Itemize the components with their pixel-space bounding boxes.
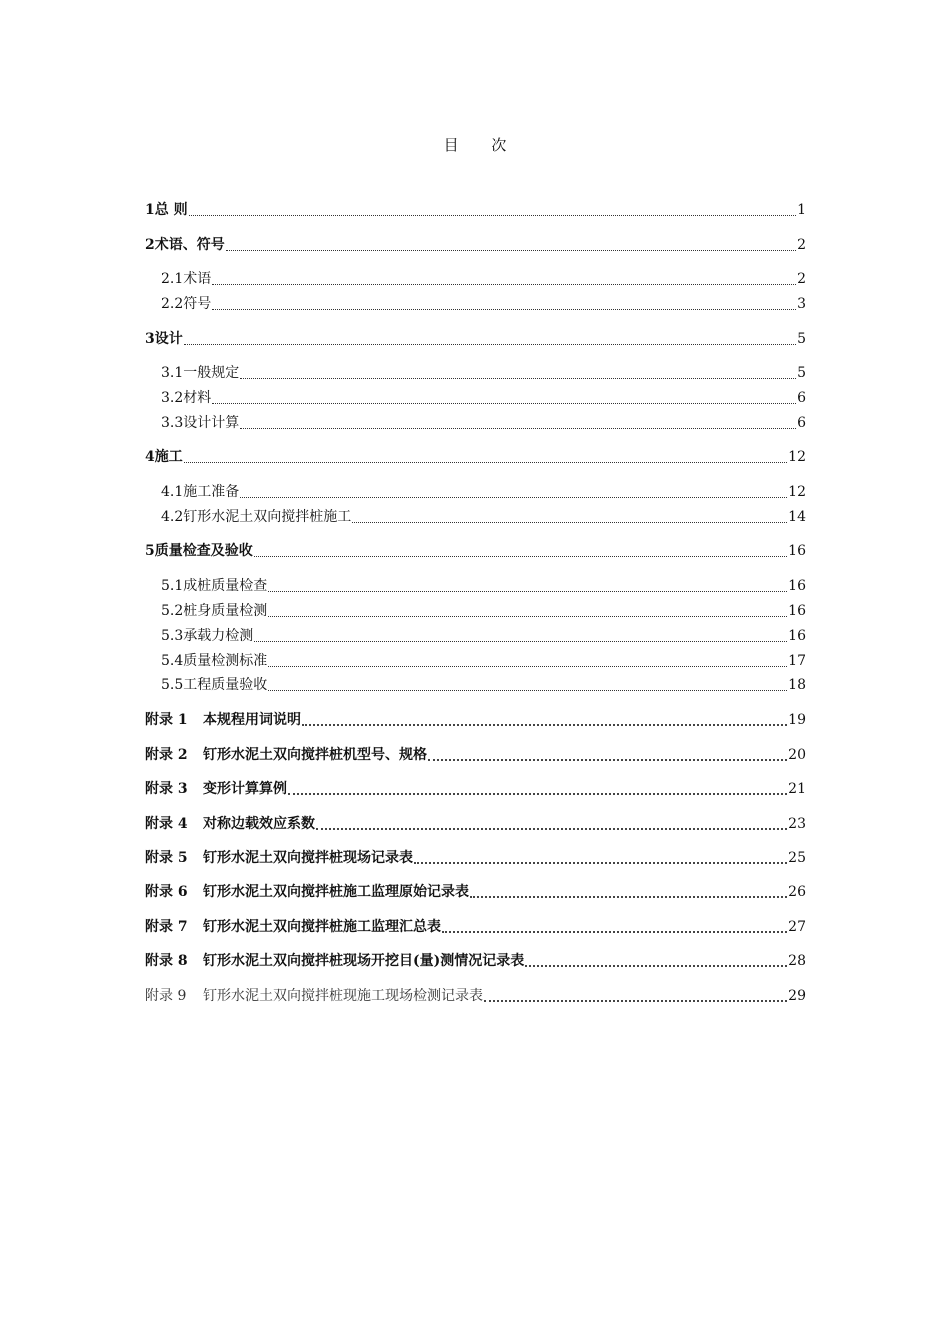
toc-section-entry[interactable] — [161, 292, 806, 314]
toc-dot-leader — [240, 495, 787, 498]
toc-entry-number: 4 — [145, 449, 155, 465]
toc-dot-leader — [240, 426, 796, 429]
toc-appendix-entry[interactable] — [145, 708, 806, 730]
toc-chapter-entry[interactable] — [145, 198, 806, 220]
toc-appendix-number: 附录 3 — [145, 781, 188, 797]
toc-entry-label: 总 则 — [154, 202, 188, 218]
toc-entry-page: 1 — [797, 202, 806, 218]
toc-appendix-number: 附录 6 — [145, 884, 188, 900]
toc-appendix-entry[interactable] — [145, 915, 806, 937]
toc-appendix-number: 附录 7 — [145, 919, 188, 935]
toc-dot-leader — [268, 664, 787, 667]
toc-entry-label: 符号 — [183, 296, 212, 312]
toc-appendix-number: 附录 2 — [145, 747, 188, 763]
toc-chapter-entry[interactable] — [145, 539, 806, 561]
toc-section-entry[interactable] — [161, 386, 806, 408]
toc-appendix-page: 28 — [788, 953, 806, 969]
toc-dot-leader — [184, 342, 796, 345]
toc-dot-leader — [484, 998, 787, 1002]
toc-appendix-label: 钉形水泥土双向搅拌桩现场开挖目(量)测情况记录表 — [203, 953, 525, 969]
toc-entry-number: 2.1 — [161, 271, 184, 287]
page-title: 目 次 — [443, 136, 521, 154]
toc-appendix-number: 附录 5 — [145, 850, 188, 866]
toc-dot-leader — [316, 826, 787, 830]
toc-entry-label: 钉形水泥土双向搅拌桩施工 — [183, 509, 352, 525]
toc-entry-number: 3.3 — [161, 415, 184, 431]
toc-appendix-label: 钉形水泥土双向搅拌桩机型号、规格 — [203, 747, 427, 763]
toc-chapter-entry[interactable] — [145, 445, 806, 467]
toc-entry-label: 工程质量验收 — [183, 677, 268, 693]
toc-chapter-entry[interactable] — [145, 327, 806, 349]
toc-appendix-page: 20 — [788, 747, 806, 763]
toc-dot-leader — [212, 401, 796, 404]
toc-appendix-number: 附录 1 — [145, 712, 188, 728]
toc-dot-leader — [414, 860, 787, 864]
toc-dot-leader — [189, 213, 796, 216]
toc-entry-label: 桩身质量检测 — [183, 603, 268, 619]
toc-entry-label: 质量检查及验收 — [154, 543, 253, 559]
toc-appendix-label: 钉形水泥土双向搅拌桩现施工现场检测记录表 — [203, 988, 483, 1004]
toc-appendix-number: 附录 8 — [145, 953, 188, 969]
toc-section-entry[interactable] — [161, 624, 806, 646]
toc-entry-page: 2 — [797, 271, 806, 287]
toc-appendix-label: 钉形水泥土双向搅拌桩施工监理原始记录表 — [203, 884, 469, 900]
toc-appendix-entry[interactable] — [145, 880, 806, 902]
toc-appendix-page: 29 — [788, 988, 806, 1004]
toc-dot-leader — [352, 520, 787, 523]
toc-dot-leader — [184, 460, 787, 463]
toc-dot-leader — [254, 554, 787, 557]
toc-appendix-label: 对称边载效应系数 — [203, 816, 315, 832]
toc-entry-page: 2 — [797, 237, 806, 253]
toc-appendix-label: 变形计算算例 — [203, 781, 287, 797]
toc-appendix-label: 钉形水泥土双向搅拌桩施工监理汇总表 — [203, 919, 441, 935]
toc-appendix-entry[interactable] — [145, 984, 806, 1006]
toc-appendix-entry[interactable] — [145, 846, 806, 868]
toc-appendix-page: 27 — [788, 919, 806, 935]
toc-entry-page: 12 — [788, 449, 806, 465]
toc-dot-leader — [212, 307, 796, 310]
toc-entry-label: 术语 — [183, 271, 212, 287]
toc-section-entry[interactable] — [161, 673, 806, 695]
toc-section-entry[interactable] — [161, 649, 806, 671]
toc-entry-page: 18 — [788, 677, 806, 693]
toc-appendix-entry[interactable] — [145, 743, 806, 765]
toc-appendix-page: 25 — [788, 850, 806, 866]
toc-entry-page: 16 — [788, 603, 806, 619]
toc-entry-page: 14 — [788, 509, 806, 525]
toc-entry-page: 6 — [797, 415, 806, 431]
toc-entry-number: 4.2 — [161, 509, 184, 525]
toc-section-entry[interactable] — [161, 574, 806, 596]
toc-appendix-number: 附录 9 — [145, 988, 187, 1004]
toc-appendix-page: 19 — [788, 712, 806, 728]
toc-entry-label: 设计 — [154, 331, 183, 347]
toc-dot-leader — [212, 282, 796, 285]
toc-section-entry[interactable] — [161, 599, 806, 621]
toc-dot-leader — [442, 929, 787, 933]
toc-section-entry[interactable] — [161, 505, 806, 527]
toc-entry-page: 5 — [797, 365, 806, 381]
toc-appendix-page: 26 — [788, 884, 806, 900]
toc-entry-label: 施工 — [154, 449, 183, 465]
toc-entry-number: 5.4 — [161, 653, 184, 669]
toc-dot-leader — [268, 589, 787, 592]
toc-entry-number: 4.1 — [161, 484, 184, 500]
toc-entry-number: 5.2 — [161, 603, 184, 619]
toc-entry-label: 施工准备 — [183, 484, 240, 500]
toc-entry-number: 3.2 — [161, 390, 184, 406]
toc-dot-leader — [428, 757, 787, 761]
toc-appendix-page: 21 — [788, 781, 806, 797]
toc-entry-page: 17 — [788, 653, 806, 669]
toc-entry-page: 12 — [788, 484, 806, 500]
toc-entry-number: 5.1 — [161, 578, 184, 594]
toc-entry-label: 术语、符号 — [154, 237, 225, 253]
toc-dot-leader — [288, 791, 787, 795]
toc-entry-label: 承载力检测 — [183, 628, 254, 644]
toc-entry-number: 5 — [145, 543, 155, 559]
toc-dot-leader — [268, 614, 787, 617]
toc-entry-page: 3 — [797, 296, 806, 312]
toc-entry-label: 质量检测标准 — [183, 653, 268, 669]
toc-entry-page: 16 — [788, 578, 806, 594]
toc-entry-number: 3 — [145, 331, 155, 347]
toc-entry-page: 6 — [797, 390, 806, 406]
toc-dot-leader — [302, 722, 787, 726]
toc-section-entry[interactable] — [161, 361, 806, 383]
toc-appendix-entry[interactable] — [145, 777, 806, 799]
toc-appendix-entry[interactable] — [145, 812, 806, 834]
toc-entry-label: 一般规定 — [183, 365, 240, 381]
toc-entry-number: 5.3 — [161, 628, 184, 644]
toc-section-entry[interactable] — [161, 480, 806, 502]
toc-appendix-label: 钉形水泥土双向搅拌桩现场记录表 — [203, 850, 413, 866]
toc-dot-leader — [226, 248, 796, 251]
toc-entry-number: 1 — [145, 202, 155, 218]
toc-entry-label: 成桩质量检查 — [183, 578, 268, 594]
toc-dot-leader — [268, 688, 787, 691]
toc-entry-number: 2.2 — [161, 296, 184, 312]
toc-entry-page: 5 — [797, 331, 806, 347]
toc-dot-leader — [525, 963, 787, 967]
toc-dot-leader — [240, 376, 796, 379]
toc-section-entry[interactable] — [161, 267, 806, 289]
toc-entry-label: 材料 — [183, 390, 212, 406]
toc-entry-number: 3.1 — [161, 365, 184, 381]
toc-entry-label: 设计计算 — [183, 415, 240, 431]
toc-chapter-entry[interactable] — [145, 233, 806, 255]
toc-entry-number: 5.5 — [161, 677, 184, 693]
toc-appendix-number: 附录 4 — [145, 816, 188, 832]
toc-entry-page: 16 — [788, 543, 806, 559]
toc-appendix-label: 本规程用词说明 — [203, 712, 301, 728]
toc-section-entry[interactable] — [161, 411, 806, 433]
toc-dot-leader — [254, 639, 787, 642]
toc-dot-leader — [470, 894, 787, 898]
toc-appendix-entry[interactable] — [145, 949, 806, 971]
toc-entry-page: 16 — [788, 628, 806, 644]
toc-entry-number: 2 — [145, 237, 155, 253]
toc-appendix-page: 23 — [788, 816, 806, 832]
